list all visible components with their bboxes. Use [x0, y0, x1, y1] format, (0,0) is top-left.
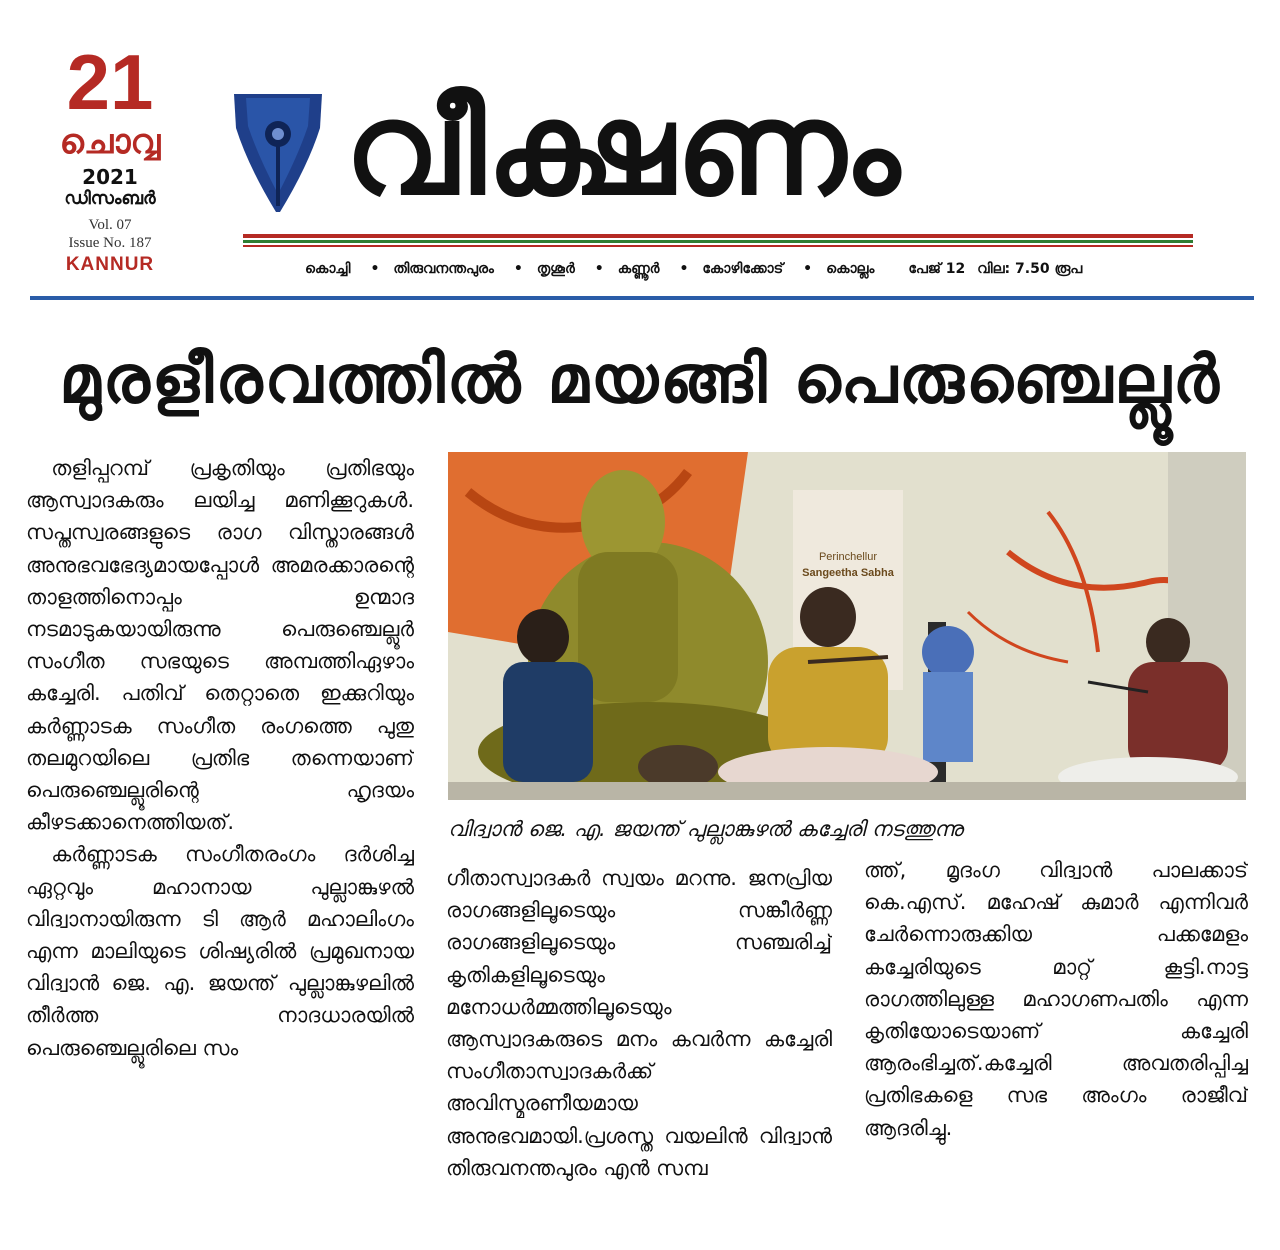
- concert-photo: [448, 452, 1246, 800]
- article-column-2: [446, 862, 832, 1222]
- separator-dot-icon: •: [513, 261, 523, 277]
- date-year: 2021: [82, 165, 138, 189]
- edition-city-item: തൃശൂർ: [536, 261, 575, 277]
- date-weekday: ചൊവ്വ: [59, 122, 161, 162]
- date-block: [40, 38, 180, 278]
- separator-dot-icon: •: [370, 261, 380, 277]
- pen-nib-logo-icon: [228, 86, 328, 216]
- article-paragraph: തളിപ്പറമ്പ് പ്രകൃതിയും പ്രതിഭയും ആസ്വാദകരും ലയിച്ച മണിക്കൂറുകൾ. സപ്തസ്വരങ്ങളുടെ രാഗ വിസ്താരങ്ങൾ അനുഭവഭേദ്യമായപ്പോൾ അമരക്കാരന്റെ താളത്തിനൊപ്പം ഉന്മാദ നടമാടുകയായിരുന്നു പെരുഞ്ചെല്ലൂർ സംഗീത സഭയുടെ അമ്പത്തിഏഴാം കച്ചേരി. പതിവ് തെറ്റാതെ ഇക്കുറിയും കർണ്ണാടക സംഗീത രംഗത്തെ പുതു തലമുറയിലെ പ്രതിഭ തന്നെയാണ് പെരുഞ്ചെല്ലൂരിന്റെ ഹൃദയം കീഴടക്കാനെത്തിയത്.: [26, 456, 414, 835]
- edition-city: KANNUR: [65, 254, 155, 275]
- banner-line-2: Sangeetha Sabha: [802, 567, 894, 579]
- photo-caption: വിദ്വാൻ ജെ. എ. ജയന്ത് പുല്ലാങ്കുഴൽ കച്ചേരി നടത്തുന്നു: [448, 817, 963, 841]
- price: വില: 7.50 രൂപ: [977, 261, 1083, 277]
- date-month: ഡിസംബർ: [64, 188, 156, 209]
- edition-city-item: കോഴിക്കോട്: [702, 261, 784, 277]
- banner-line-1: Perinchellur: [818, 551, 878, 563]
- article-headline: മുരളീരവത്തിൽ മയങ്ങി പെരുഞ്ചെല്ലൂർ: [59, 341, 1221, 418]
- header-divider: [30, 296, 1254, 300]
- page-count: പേജ് 12: [908, 261, 966, 277]
- edition-city-item: കൊച്ചി: [305, 261, 351, 277]
- masthead-title: വീക്ഷണം: [345, 75, 902, 224]
- separator-dot-icon: •: [679, 261, 689, 277]
- separator-dot-icon: •: [803, 261, 813, 277]
- masthead-rule: [243, 245, 1193, 247]
- volume-number: Vol. 07: [88, 217, 132, 233]
- edition-city-item: തിരുവനന്തപുരം: [393, 261, 494, 277]
- masthead-rule: [243, 234, 1193, 238]
- issue-number: Issue No. 187: [68, 235, 152, 251]
- date-day: 21: [66, 38, 154, 126]
- separator-dot-icon: •: [594, 261, 604, 277]
- edition-city-item: കൊല്ലം: [826, 261, 875, 277]
- article-column-1: [26, 452, 414, 1222]
- edition-city-item: കണ്ണൂർ: [617, 261, 660, 277]
- masthead-rule: [243, 240, 1193, 243]
- editions-bar: [305, 256, 1185, 282]
- article-column-3: [864, 854, 1248, 1214]
- article-paragraph: കർണ്ണാടക സംഗീതരംഗം ദർശിച്ച ഏറ്റവും മഹാനായ പുല്ലാങ്കുഴൽ വിദ്വാനായിരുന്ന ടി ആർ മഹാലിംഗം എന്ന മാലിയുടെ ശിഷ്യരിൽ പ്രമുഖനായ വിദ്വാൻ ജെ. എ. ജയന്ത് പുല്ലാങ്കുഴലിൽ തീർത്ത നാദധാരയിൽ പെരുഞ്ചെല്ലൂരിലെ സം: [26, 842, 414, 1060]
- article-paragraph: ഗീതാസ്വാദകർ സ്വയം മറന്നു. ജനപ്രിയ രാഗങ്ങളിലൂടെയും സങ്കീർണ്ണ രാഗങ്ങളിലൂടെയും സഞ്ചരിച്ച് കൃതികളിലൂടെയും മനോധർമ്മത്തിലൂടെയും ആസ്വാദകരുടെ മനം കവർന്ന കച്ചേരി സംഗീതാസ്വാദകർക്ക് അവിസ്മരണീയമായ അനുഭവമായി.പ്രശസ്ത വയലിൻ വിദ്വാൻ തിരുവനന്തപുരം എൻ സമ്പ: [446, 866, 832, 1180]
- article-paragraph: ത്ത്, മൃദംഗ വിദ്വാൻ പാലക്കാട് കെ.എസ്. മഹേഷ് കുമാർ എന്നിവർ ചേർന്നൊരുക്കിയ പക്കമേളം കച്ചേരിയുടെ മാറ്റ് കൂട്ടി.നാട്ട രാഗത്തിലുള്ള മഹാഗണപതിം എന്ന കൃതിയോടെയാണ് കച്ചേരി ആരംഭിച്ചത്.കച്ചേരി അവതരിപ്പിച്ച പ്രതിഭകളെ സഭ അംഗം രാജീവ് ആദരിച്ചു.: [864, 858, 1248, 1140]
